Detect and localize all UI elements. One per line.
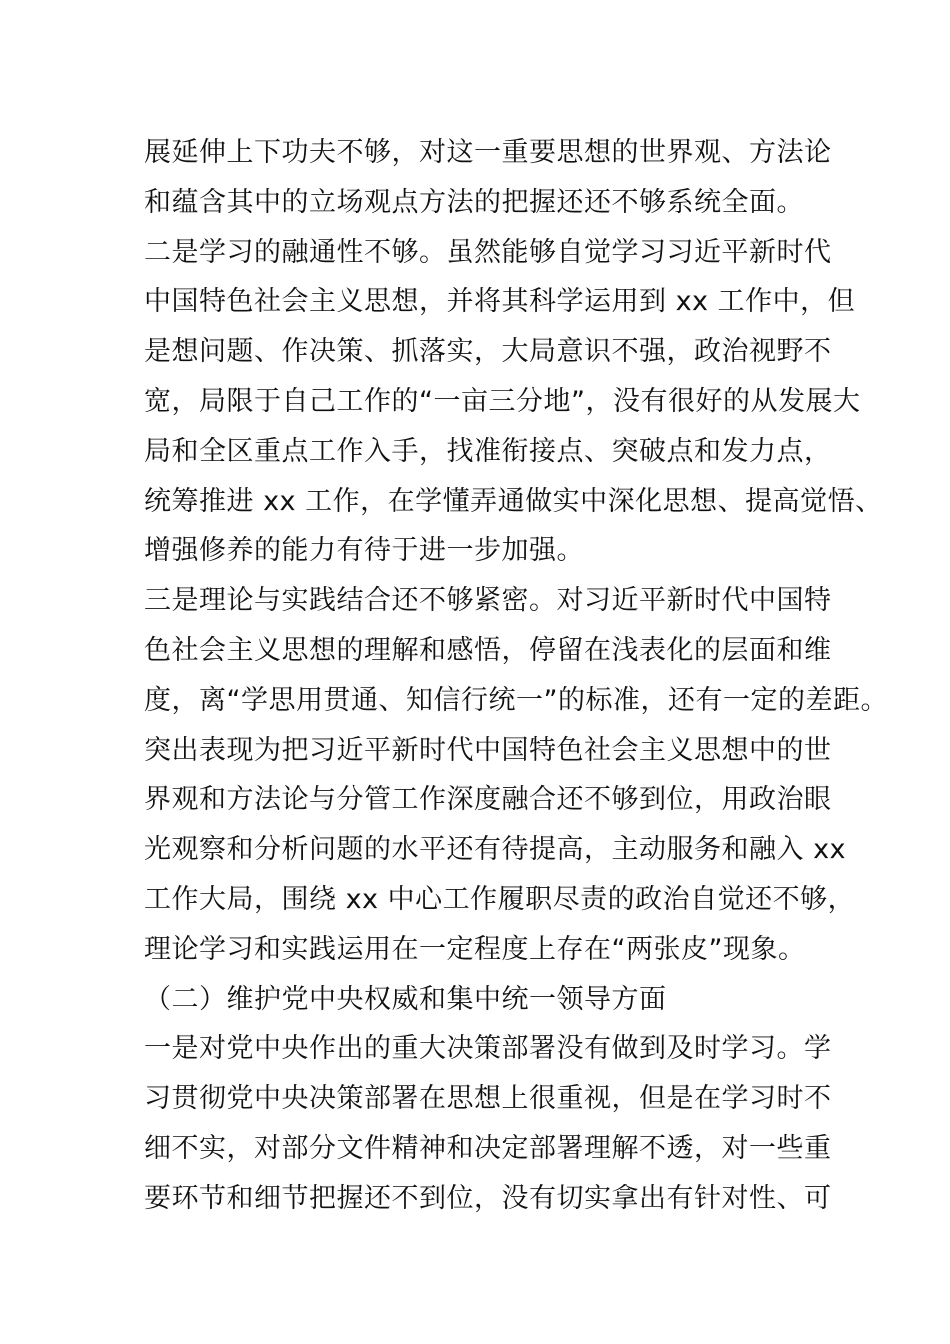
text-line: 中国特色社会主义思想，并将其科学运用到 xx 工作中，但 <box>144 286 856 318</box>
text-line: 工作大局，围绕 xx 中心工作履职尽责的政治自觉还不够， <box>144 883 856 915</box>
text-line: 一是对党中央作出的重大决策部署没有做到及时学习。学 <box>144 1033 832 1065</box>
document-body <box>144 128 888 1224</box>
text-line: 展延伸上下功夫不够，对这一重要思想的世界观、方法论 <box>144 137 832 168</box>
text-line: 理论学习和实践运用在一定程度上存在“两张皮”现象。 <box>144 933 806 965</box>
text-line: 统筹推进 xx 工作，在学懂弄通做实中深化思想、提高觉悟、 <box>144 485 883 517</box>
text-line: 三是理论与实践结合还不够紧密。对习近平新时代中国特 <box>144 585 832 617</box>
text-line: 局和全区重点工作入手，找准衔接点、突破点和发力点， <box>144 435 832 467</box>
text-line: 要环节和细节把握还不到位，没有切实拿出有针对性、可 <box>144 1182 832 1214</box>
text-line: 二是学习的融通性不够。虽然能够自觉学习习近平新时代 <box>144 236 832 268</box>
section-heading: （二）维护党中央权威和集中统一领导方面 <box>144 983 667 1015</box>
text-line: 宽，局限于自己工作的“一亩三分地”，没有很好的从发展大 <box>144 385 861 417</box>
text-line: 突出表现为把习近平新时代中国特色社会主义思想中的世 <box>144 734 832 766</box>
text-line: 是想问题、作决策、抓落实，大局意识不强，政治视野不 <box>144 336 832 368</box>
text-line: 增强修养的能力有待于进一步加强。 <box>144 535 584 567</box>
text-line: 色社会主义思想的理解和感悟，停留在浅表化的层面和维 <box>144 634 832 666</box>
text-line: 光观察和分析问题的水平还有待提高，主动服务和融入 xx <box>144 834 847 866</box>
text-line: 和蕴含其中的立场观点方法的把握还还不够系统全面。 <box>144 186 804 218</box>
text-line: 度，离“学思用贯通、知信行统一”的标准，还有一定的差距。 <box>144 684 888 716</box>
text-line: 习贯彻党中央决策部署在思想上很重视，但是在学习时不 <box>144 1083 832 1115</box>
text-line: 界观和方法论与分管工作深度融合还不够到位，用政治眼 <box>144 784 832 816</box>
text-line: 细不实，对部分文件精神和决定部署理解不透，对一些重 <box>144 1132 832 1164</box>
